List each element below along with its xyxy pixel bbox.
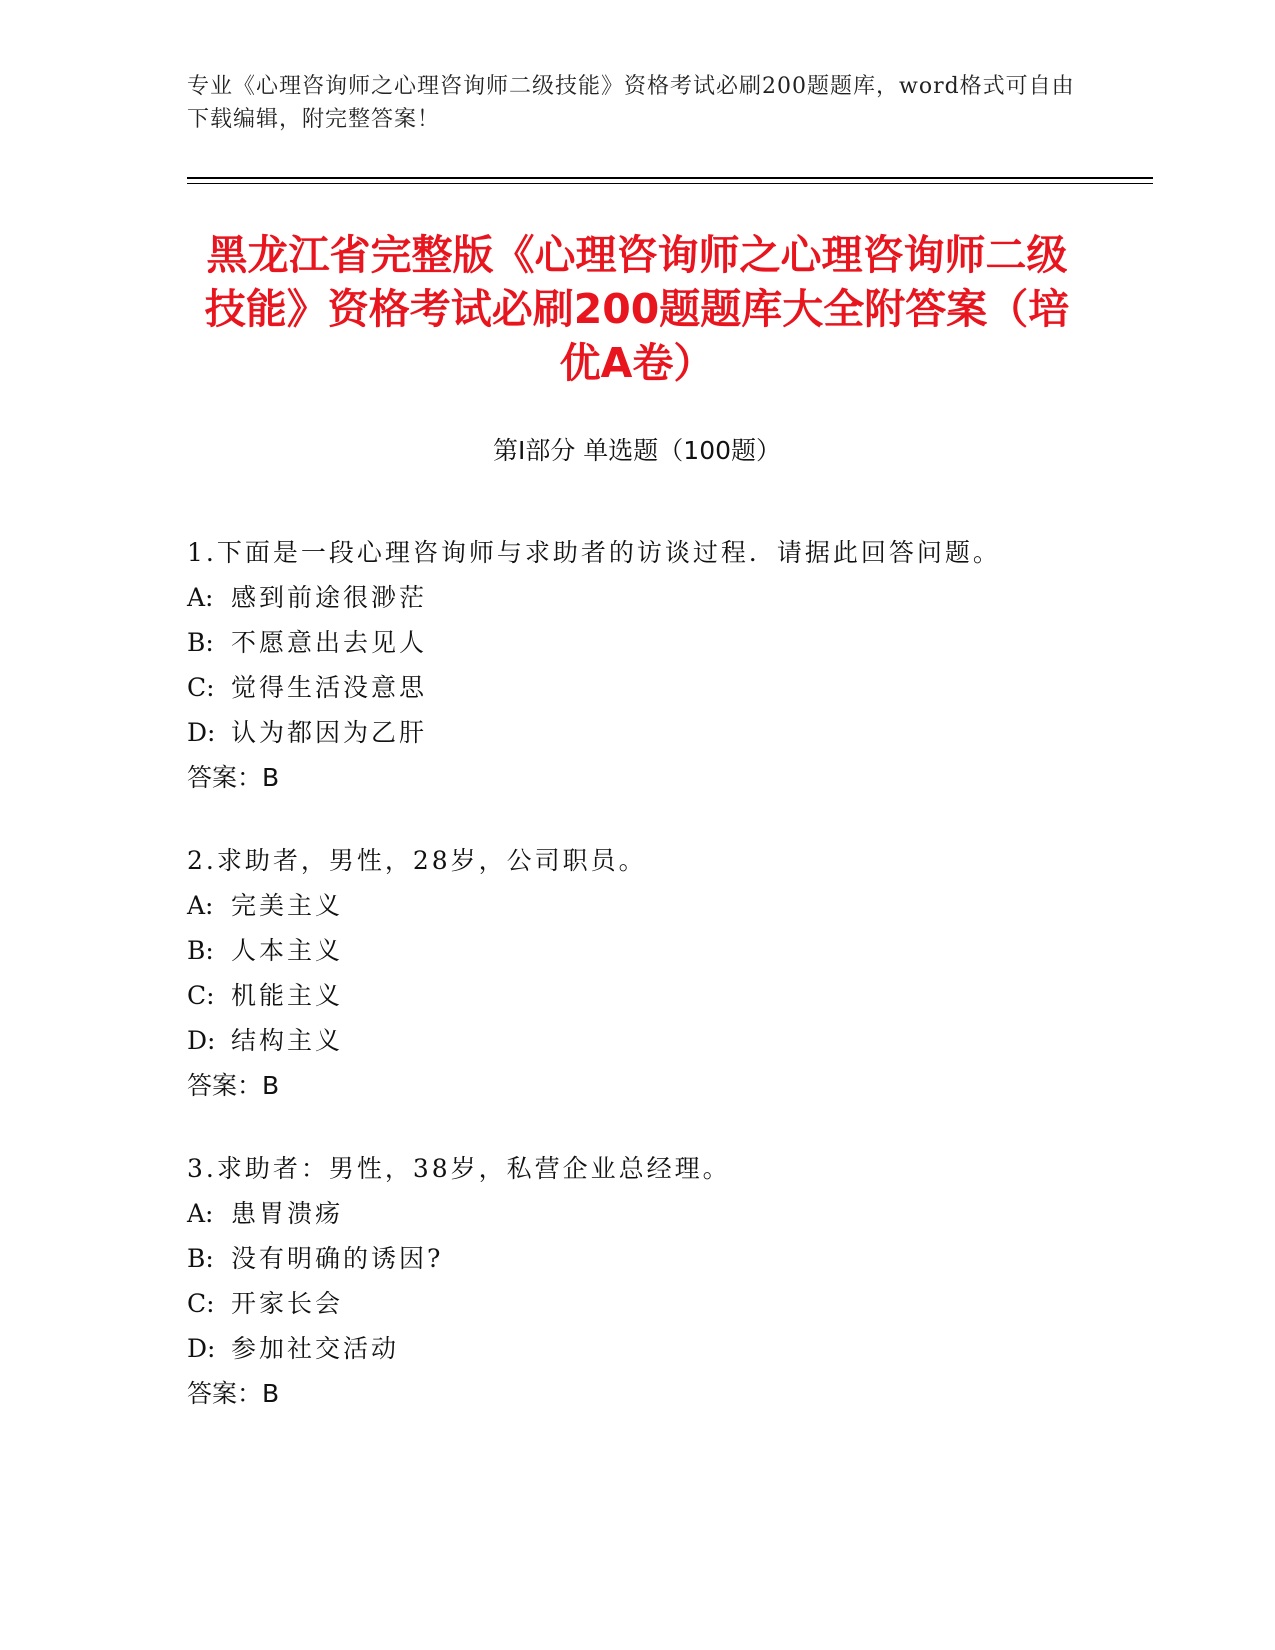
question-1 <box>187 530 1153 800</box>
question-stem: 1.下面是一段心理咨询师与求助者的访谈过程．请据此回答问题。 <box>187 538 1001 567</box>
option-text: 开家长会 <box>231 1289 344 1318</box>
option-b <box>187 1236 1153 1281</box>
option-text: 完美主义 <box>231 891 344 920</box>
option-letter: B: <box>187 936 214 965</box>
option-letter: D: <box>187 1026 216 1055</box>
option-a <box>187 575 1153 620</box>
option-d <box>187 710 1153 755</box>
header-note: 专业《心理咨询师之心理咨询师二级技能》资格考试必刷200题题库，word格式可自由下载编辑，附完整答案！ <box>187 74 1075 132</box>
option-d <box>187 1018 1153 1063</box>
option-letter: A: <box>187 891 214 920</box>
option-text: 没有明确的诱因? <box>231 1244 444 1273</box>
option-text: 人本主义 <box>231 936 344 965</box>
option-b <box>187 928 1153 973</box>
option-a <box>187 883 1153 928</box>
answer-line: 答案：B <box>187 1071 280 1100</box>
option-letter: D: <box>187 1334 216 1363</box>
option-text: 机能主义 <box>231 981 344 1010</box>
option-text: 认为都因为乙肝 <box>231 718 428 747</box>
option-letter: A: <box>187 1199 214 1228</box>
option-text: 结构主义 <box>231 1026 344 1055</box>
section-heading: 第I部分 单选题（100题） <box>492 436 782 465</box>
question-stem: 2.求助者，男性，28岁，公司职员。 <box>187 846 647 875</box>
header-divider-thin <box>187 183 1153 184</box>
question-list <box>187 530 1153 1454</box>
option-letter: B: <box>187 628 214 657</box>
option-d <box>187 1326 1153 1371</box>
option-a <box>187 1191 1153 1236</box>
option-letter: A: <box>187 583 214 612</box>
option-letter: C: <box>187 1289 215 1318</box>
option-c <box>187 665 1153 710</box>
option-text: 参加社交活动 <box>231 1334 400 1363</box>
option-letter: D: <box>187 718 216 747</box>
answer-line: 答案：B <box>187 763 280 792</box>
option-text: 觉得生活没意思 <box>231 673 428 702</box>
question-3 <box>187 1146 1153 1416</box>
option-text: 不愿意出去见人 <box>231 628 428 657</box>
option-letter: C: <box>187 673 215 702</box>
answer-line: 答案：B <box>187 1379 280 1408</box>
option-letter: C: <box>187 981 215 1010</box>
option-letter: B: <box>187 1244 214 1273</box>
header-divider-thick <box>187 177 1153 179</box>
option-c <box>187 973 1153 1018</box>
option-b <box>187 620 1153 665</box>
question-2 <box>187 838 1153 1108</box>
question-stem: 3.求助者：男性，38岁，私营企业总经理。 <box>187 1154 731 1183</box>
option-text: 感到前途很渺茫 <box>231 583 428 612</box>
option-c <box>187 1281 1153 1326</box>
option-text: 患胃溃疡 <box>231 1199 344 1228</box>
document-title: 黑龙江省完整版《心理咨询师之心理咨询师二级技能》资格考试必刷200题题库大全附答案（培优A卷） <box>204 231 1070 387</box>
